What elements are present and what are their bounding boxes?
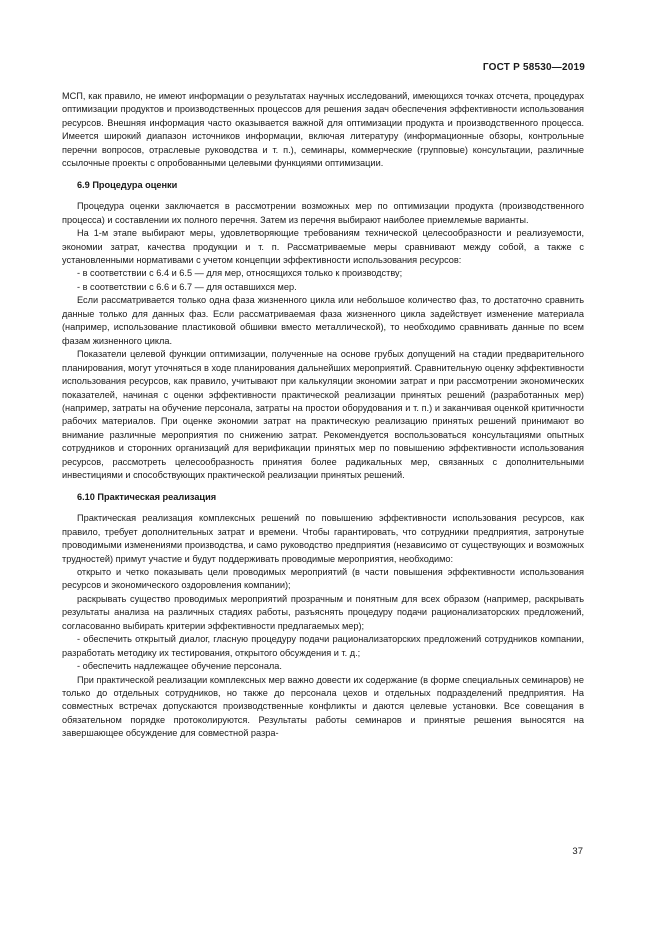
spacer <box>62 504 584 512</box>
list-item: - обеспечить открытый диалог, гласную процедуру подачи рационализаторских предложений сотрудников компании, разработать методику их тестирования, открытого обсуждения и т. д.; <box>62 634 584 658</box>
page-number: 37 <box>572 846 583 857</box>
paragraph: Процедура оценки заключается в рассмотрении возможных мер по оптимизации продукта (производственного процесса) и составлении их полного перечня. Затем из перечня выбирают наиболее приемлемые варианты. <box>62 201 584 225</box>
paragraph: На 1-м этапе выбирают меры, удовлетворяющие требованиям технической целесообразности и реализуемости, экономии затрат, качества продукции и т. п. Рассматриваемые меры сравнивают между собой, а также с установленными нормативами с учетом концепции эффективности использования ресурсов: <box>62 228 584 265</box>
spacer <box>62 483 584 491</box>
paragraph: При практической реализации комплексных мер важно довести их содержание (в форме специальных семинаров) не только до отдельных сотрудников, но также до персонала цехов и отдельных подразделений предприятия. На совместных встречах допускаются производственные конфликты и даются целевые установки. Все совещания в обязательном порядке протоколируются. Результаты работы семинаров и принятые решения выносятся на завершающее обсуждение для совместной разра- <box>62 674 584 739</box>
spacer <box>62 171 584 179</box>
section-heading-6-9: 6.9 Процедура оценки <box>77 179 178 190</box>
paragraph: Если рассматривается только одна фаза жизненного цикла или небольшое количество фаз, то достаточно сравнить данные только для данных фаз. Если рассматриваемая фаза жизненного цикла задействует изменение материала (например, использование пластиковой обшивки вместо металлической), то необходимо сравнивать данные по всем фазам жизненного цикла. <box>62 295 584 346</box>
section-heading-6-10: 6.10 Практическая реализация <box>77 491 217 502</box>
paragraph: МСП, как правило, не имеют информации о результатах научных исследований, имеющихся точках отсчета, процедурах оптимизации продуктов и производственных процессов для решения задач обеспечения эффективности использования ресурсов. Внешняя информация часто оказывается важной для оптимизации продукта и производственного процесса. Имеется широкий диапазон источников информации, включая литературу (информационные обзоры, контрольные перечни вопросов, отраслевые руководства и т. п.), семинары, коммерческие (групповые) консультации, различные ссылочные проекты с опробованными целевыми функциями оптимизации. <box>62 91 584 169</box>
list-item: - обеспечить надлежащее обучение персонала. <box>77 661 282 672</box>
list-item: - в соответствии с 6.6 и 6.7 — для оставшихся мер. <box>77 281 297 292</box>
spacer <box>62 192 584 200</box>
paragraph: Практическая реализация комплексных решений по повышению эффективности использования ресурсов, как правило, требует дополнительных затрат и времени. Чтобы гарантировать, что сотрудники предприятия, затронутые проводимыми изменениями производства, и само руководство предприятия (независимо от существующих и возможных трудностей) примут участие и будут поддерживать проводимые мероприятия, необходимо: <box>62 513 584 564</box>
paragraph: открыто и четко показывать цели проводимых мероприятий (в части повышения эффективности использования ресурсов и экономического оздоровления компании); <box>62 566 584 591</box>
list-item: - в соответствии с 6.4 и 6.5 — для мер, относящихся только к производству; <box>77 268 403 279</box>
document-code: ГОСТ Р 58530—2019 <box>482 62 585 73</box>
page-content <box>62 90 584 741</box>
paragraph: раскрывать существо проводимых мероприятий прозрачным и понятным для всех образом (например, раскрывать результаты анализа на различных стадиях работы, разъяснять процедуру подачи рационализаторских предложений, согласованно выбирать критерии эффективности предлагаемых мер); <box>62 593 584 631</box>
paragraph: Показатели целевой функции оптимизации, полученные на основе грубых допущений на стадии предварительного планирования, могут уточняться в ходе планирования дальнейших мероприятий. Сравнительную оценку эффективности использования ресурсов, как правило, учитывают при калькуляции экономии затрат и при рассмотрении экономических показателей, начиная с оценки эффективности практической реализации принятых решений (разработанных мер) (например, затраты на обучение персонала, затраты на простои оборудования и т. п.) и заканчивая оценкой критичности рабочих материалов. При оценке экономии затрат на практическую реализацию принятых решений принимают во внимание различные мероприятия по снижению затрат. Рекомендуется воспользоваться консультациями опытных сотрудников и сторонних организаций для верификации принятых мер по повышению эффективности использования ресурсов, рассмотреть целесообразность принятия более радикальных мер, связанных с дополнительными инвестициями и способствующих практической реализации принятых решений. <box>62 349 584 481</box>
